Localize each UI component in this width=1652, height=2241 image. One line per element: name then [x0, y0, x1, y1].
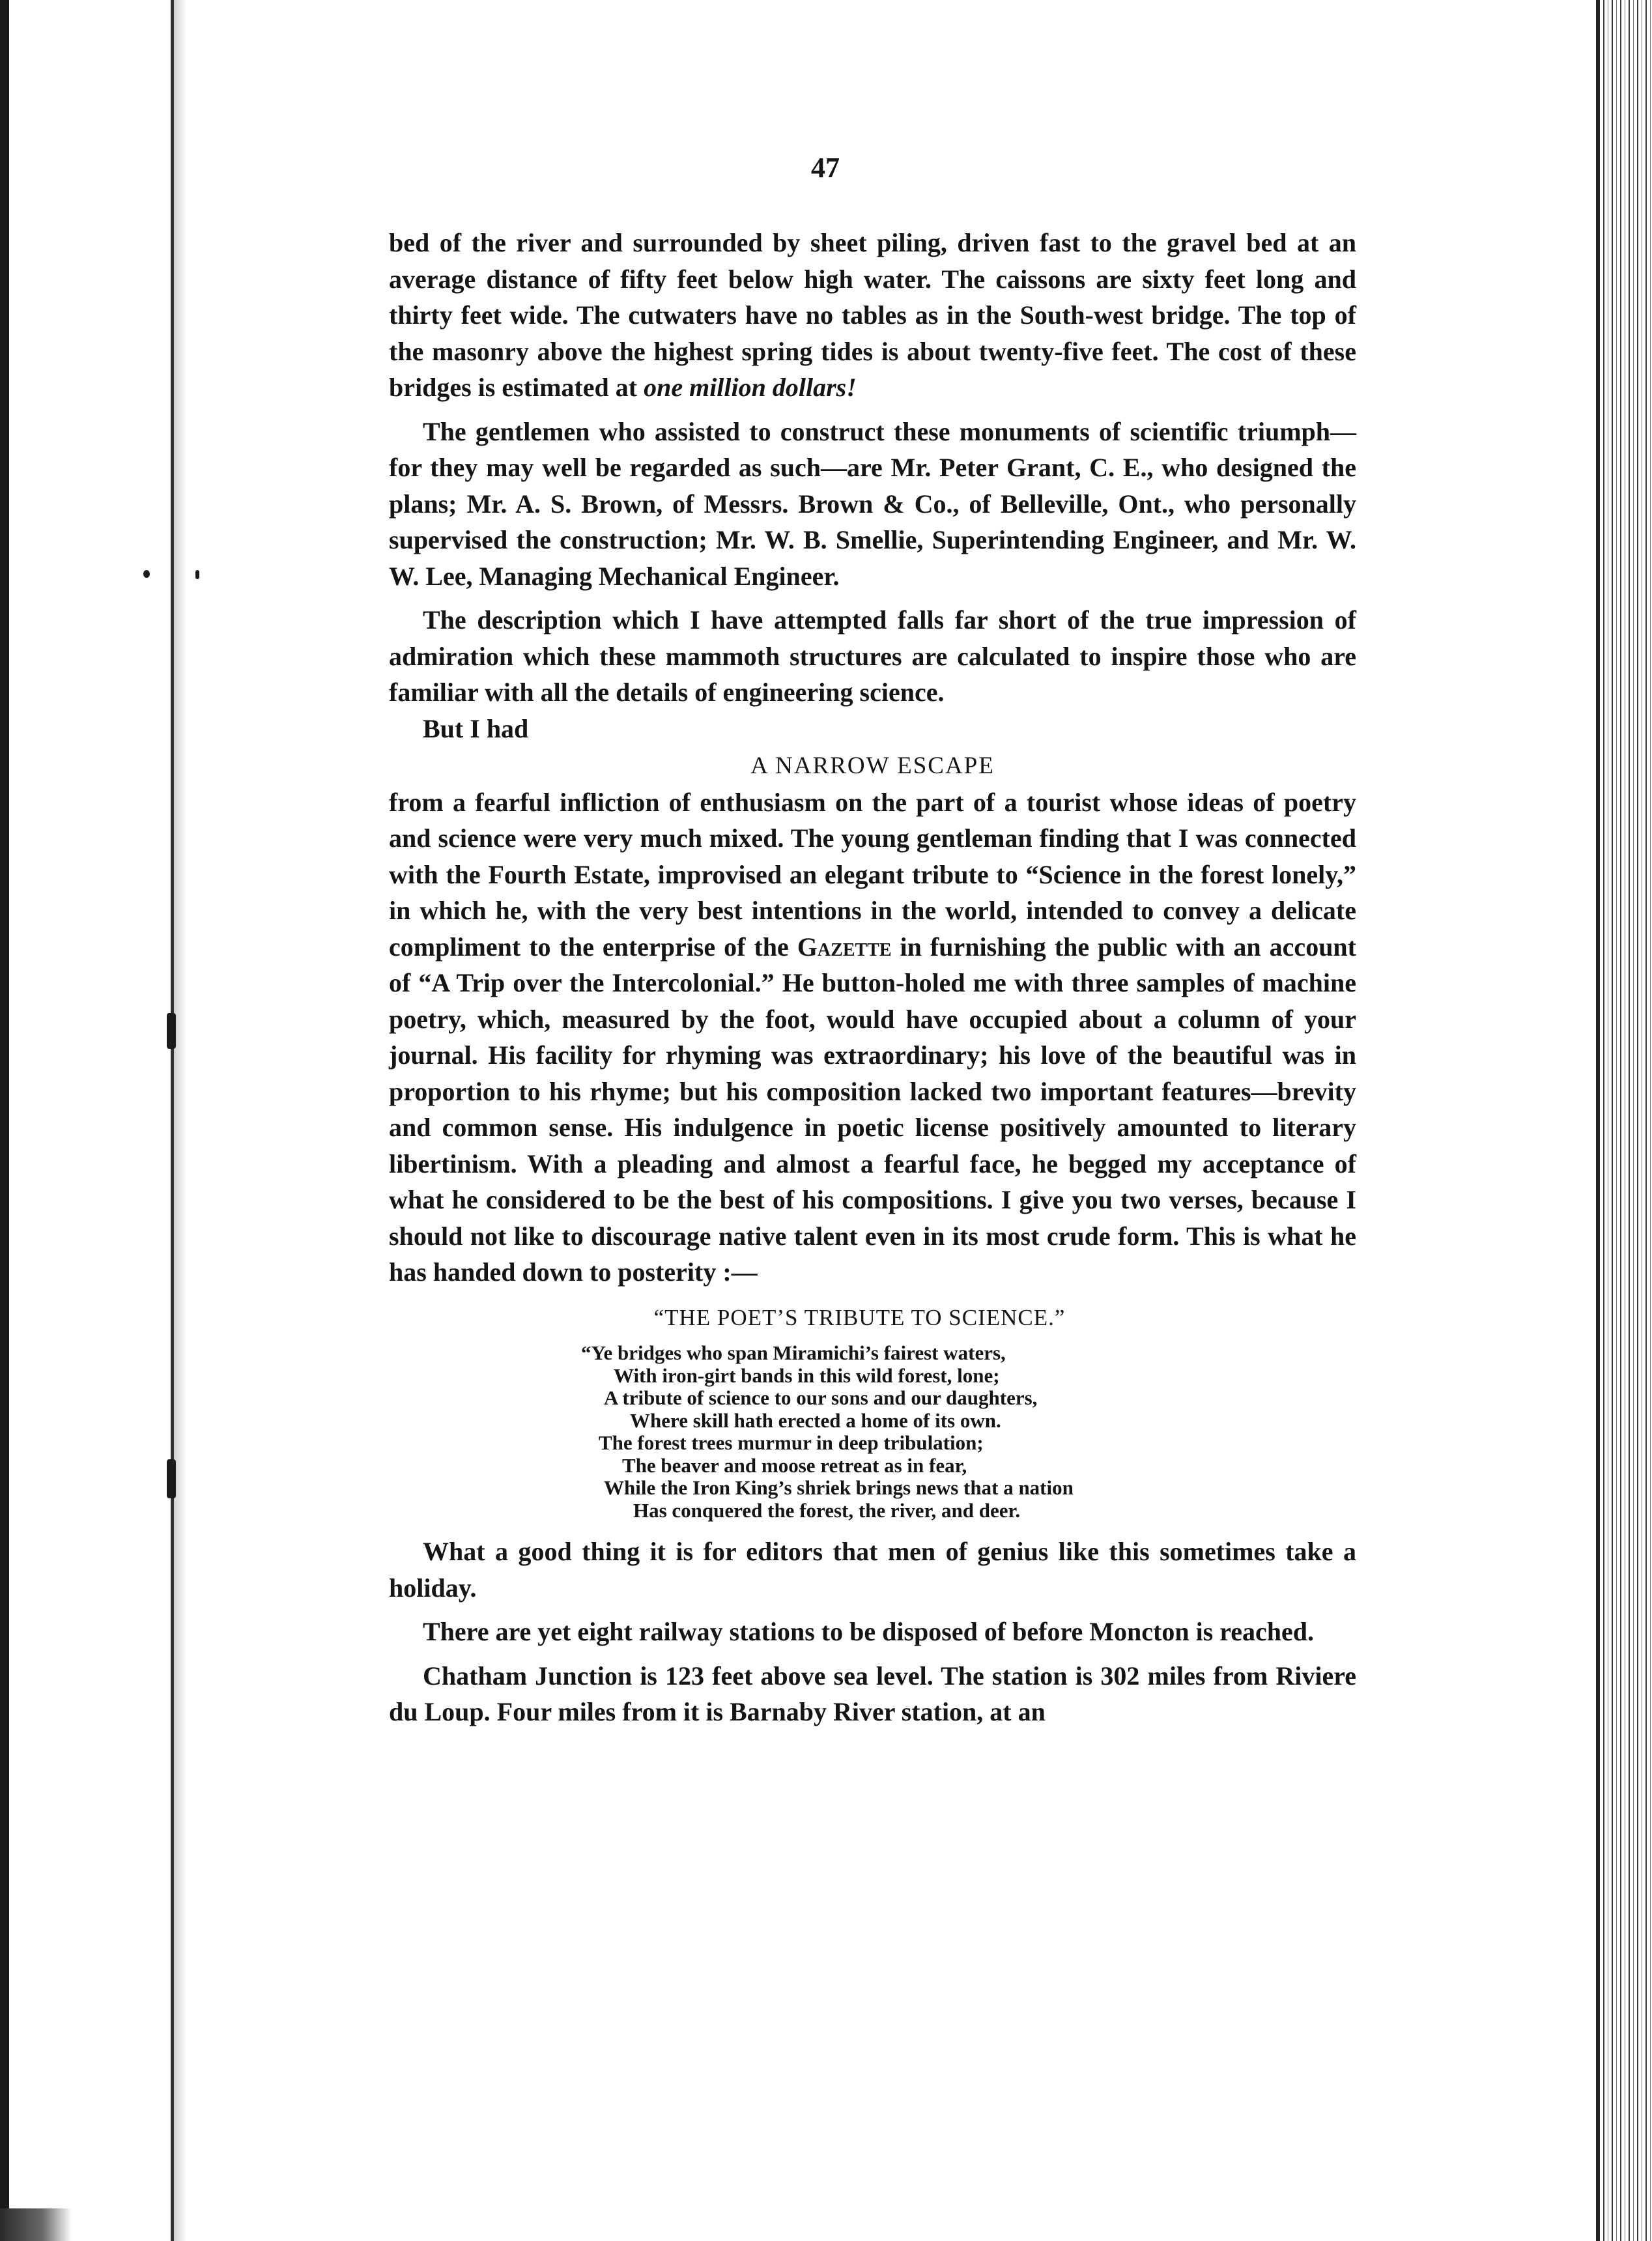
binding-dot-mark — [195, 570, 199, 579]
binding-stitch-mark — [167, 1013, 176, 1049]
scan-artifact-bottom-left — [0, 2208, 72, 2241]
paragraph-but-i-had: But I had — [423, 713, 529, 743]
poem-title: “THE POET’S TRIBUTE TO SCIENCE.” — [653, 1304, 1066, 1330]
poem-line: While the Iron King’s shriek brings news that a nation — [604, 1476, 1074, 1499]
emphasis-cost: one million dollars! — [644, 373, 857, 402]
paragraph-chatham-junction: Chatham Junction is 123 feet above sea level. The station is 302 miles from Riviere du Loup. Four miles from it is Barnaby River station, at an — [389, 1661, 1356, 1726]
gazette-name: Gazette — [797, 932, 892, 962]
paragraph-editors-holiday: What a good thing it is for editors that men of genius like this sometimes take a holiday. — [389, 1537, 1356, 1603]
paragraph-description: The description which I have attempted falls far short of the true impression of admiration which these mammoth structures are calculated to inspire those who are familiar with all the details of engineering science. — [389, 605, 1356, 707]
paragraph-gentlemen: The gentlemen who assisted to construct these monuments of scientific triumph—for they may well be regarded as such—are Mr. Peter Grant, C. E., who designed the plans; Mr. A. S. Brown, of Messrs. Brown & Co., of Belleville, Ont., who personally supervised the construction; Mr. W. B. Smellie, Superintending Engineer, and Mr. W. W. Lee, Managing Mechanical Engineer. — [389, 416, 1356, 591]
poem-line: “Ye bridges who span Miramichi’s fairest waters, — [581, 1341, 1006, 1364]
page-body — [389, 225, 1356, 1730]
paragraph-railway-stations: There are yet eight railway stations to be disposed of before Moncton is reached. — [423, 1617, 1315, 1646]
paragraph-narrow-escape: from a fearful infliction of enthusiasm on the part of a tourist whose ideas of poetry and science were very much mixed. The young gentleman finding that I was connected with the Fourth Estate, improvised an elegant tribute to “Science in the forest lonely,” in which he, with the very best intentions in the world, intended to convey a delicate compliment to the enterprise of the Gazette in furnishing the public with an account of “A Trip over the Intercolonial.” He button-holed me with three samples of machine poetry, which, measured by the foot, would have occupied about a column of your journal. His facility for rhyming was extraordinary; his love of the beautiful was in proportion to his rhyme; but his composition lacked two important features—brevity and common sense. His indulgence in poetic license positively amounted to literary libertinism. With a pleading and almost a fearful face, he begged my acceptance of what he considered to be the best of his compositions. I give you two verses, because I should not like to discourage native talent even in its most crude form. This is what he has handed down to posterity :— — [389, 787, 1357, 1287]
poem-line: The beaver and moose retreat as in fear, — [622, 1453, 967, 1477]
binding-stitch-mark — [167, 1459, 176, 1498]
scan-border-left — [0, 0, 9, 2241]
poem-line: Where skill hath erected a home of its own. — [630, 1408, 1001, 1432]
paragraph-bridge-cost: bed of the river and surrounded by sheet piling, driven fast to the gravel bed at an average distance of fifty feet below high water. The caissons are sixty feet long and thirty feet wide. The cutwaters have no tables as in the South-west bridge. The top of the masonry above the highest spring tides is about twenty-five feet. The cost of these bridges is estimated at one million dollars! — [389, 228, 1356, 402]
page-number: 47 — [811, 152, 840, 184]
section-heading: A NARROW ESCAPE — [750, 752, 995, 779]
poem-line: The forest trees murmur in deep tribulation; — [599, 1431, 984, 1454]
gutter-shadow — [174, 0, 187, 2241]
poem-line: A tribute of science to our sons and our daughters, — [604, 1386, 1038, 1409]
poem-line: With iron-girt bands in this wild forest, lone; — [614, 1363, 1000, 1387]
binding-dot-mark — [143, 570, 150, 578]
poem-line: Has conquered the forest, the river, and deer. — [633, 1498, 1021, 1522]
page-edge-stack — [1600, 0, 1652, 2241]
poem-verses — [389, 1342, 1356, 1522]
